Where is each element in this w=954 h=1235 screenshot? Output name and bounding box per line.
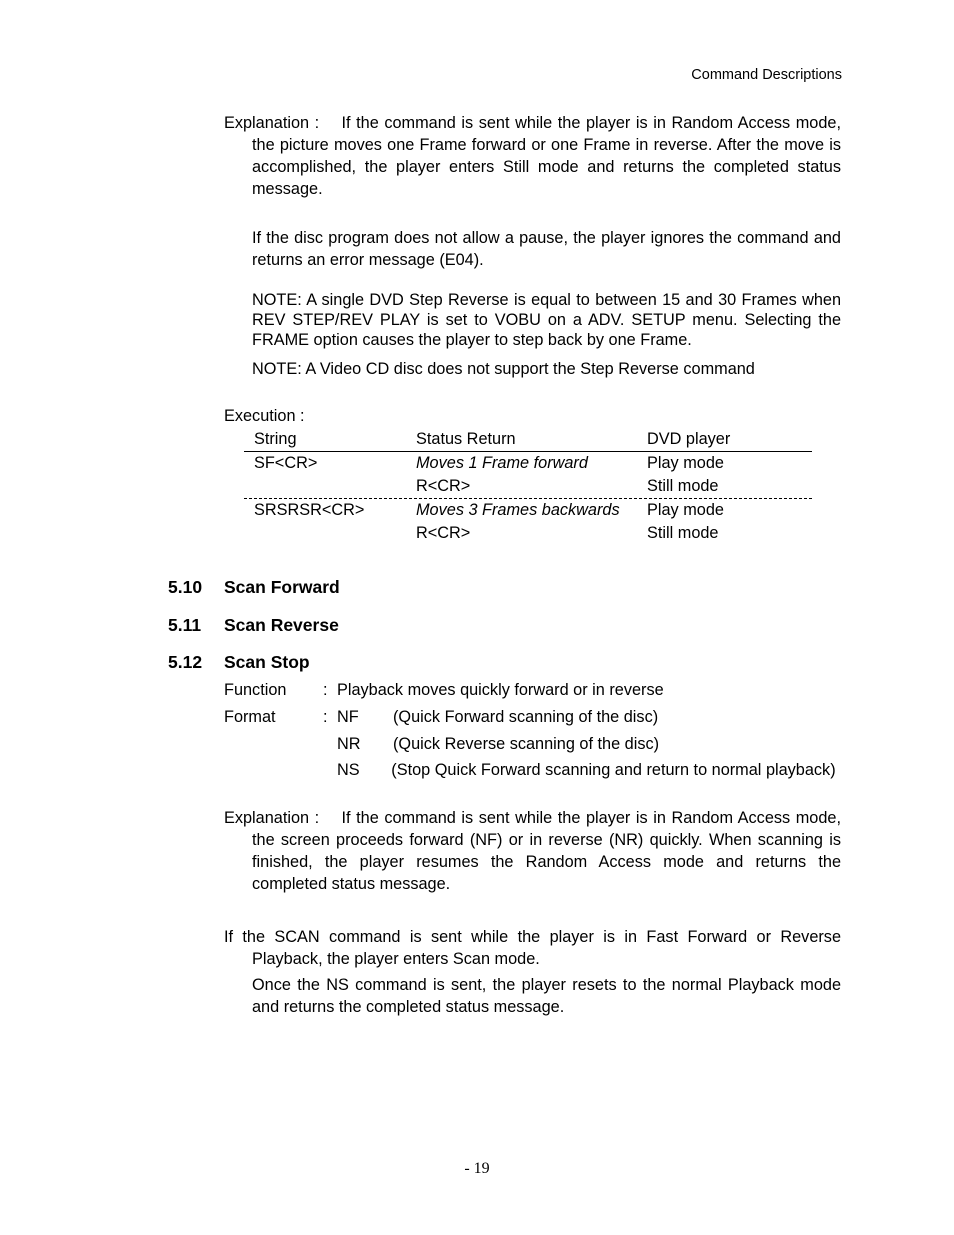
cell-string: SF<CR>: [254, 454, 318, 472]
page-number: - 19: [464, 1160, 490, 1177]
explanation-text: If the command is sent while the player is in Random Access mode, the picture moves one Frame forward or one Frame in reverse. After the move is accomplished, the player enters Still mode and returns the completed status message.: [252, 114, 841, 198]
header-dvd-player: DVD player: [647, 430, 731, 448]
header-status-return: Status Return: [416, 430, 516, 448]
function-colon: :: [323, 681, 328, 699]
execution-label: Execution :: [224, 407, 305, 425]
scan-explanation-label: Explanation :: [224, 809, 320, 827]
cell-player: Still mode: [647, 524, 719, 542]
section-title: Scan Reverse: [224, 615, 339, 635]
cell-string: [244, 522, 406, 545]
cell-status: Moves 3 Frames backwards: [416, 501, 620, 519]
pause-note: If the disc program does not allow a pause, the player ignores the command and returns an error message (E04).: [252, 229, 841, 269]
format-code-nf: NF: [337, 708, 359, 726]
execution-table: [244, 428, 812, 545]
explanation-label: Explanation :: [224, 114, 320, 132]
table-row: [244, 475, 812, 499]
section-number: 5.12: [168, 652, 203, 672]
cell-player: Play mode: [647, 454, 724, 472]
cell-status: Moves 1 Frame forward: [416, 454, 588, 472]
table-header-row: [244, 428, 812, 452]
cell-status: R<CR>: [416, 524, 471, 542]
section-heading-scan-stop: [168, 651, 310, 673]
vcd-note: NOTE: A Video CD disc does not support the Step Reverse command: [252, 360, 755, 378]
table-row: [244, 522, 812, 545]
running-header: Command Descriptions: [691, 67, 842, 83]
format-code-ns: NS: [337, 761, 360, 779]
scan-note: If the SCAN command is sent while the player is in Fast Forward or Reverse Playback, the player enters Scan mode.: [224, 928, 841, 968]
format-desc-nr: (Quick Reverse scanning of the disc): [393, 735, 660, 753]
format-ns-entry: [337, 759, 841, 781]
table-row: [244, 452, 812, 475]
cell-player: Still mode: [647, 477, 719, 495]
cell-string: SRSRSR<CR>: [254, 501, 365, 519]
table-row: [244, 499, 812, 522]
format-code-nr: NR: [337, 735, 361, 753]
format-label: Format: [224, 708, 276, 726]
cell-string: [244, 475, 406, 498]
format-desc-nf: (Quick Forward scanning of the disc): [393, 708, 659, 726]
section-heading-scan-reverse: [168, 614, 339, 636]
section-number: 5.11: [168, 615, 202, 635]
section-heading-scan-forward: [168, 576, 340, 598]
scan-explanation-text: If the command is sent while the player is in Random Access mode, the screen proceeds forward (NF) or in reverse (NR) quickly. When scanning is finished, the player resumes the Random Access mode and returns the completed status message.: [252, 809, 841, 893]
scan-explanation-paragraph: [224, 807, 841, 895]
ns-note: Once the NS command is sent, the player resets to the normal Playback mode and returns the completed status message.: [252, 976, 841, 1016]
cell-status: R<CR>: [416, 477, 471, 495]
section-number: 5.10: [168, 577, 203, 597]
function-text: Playback moves quickly forward or in reverse: [337, 681, 664, 699]
section-title: Scan Forward: [224, 577, 340, 597]
dvd-step-note: NOTE: A single DVD Step Reverse is equal to between 15 and 30 Frames when REV STEP/REV PLAY is set to VOBU on a ADV. SETUP menu. Selecting the FRAME option causes the player to step back by one Frame.: [252, 291, 841, 349]
cell-player: Play mode: [647, 501, 724, 519]
header-string: String: [254, 430, 297, 448]
explanation-paragraph: [224, 112, 841, 200]
format-desc-ns: (Stop Quick Forward scanning and return to normal playback): [391, 761, 836, 779]
section-title: Scan Stop: [224, 652, 310, 672]
function-label: Function: [224, 681, 287, 699]
format-colon: :: [323, 708, 328, 726]
